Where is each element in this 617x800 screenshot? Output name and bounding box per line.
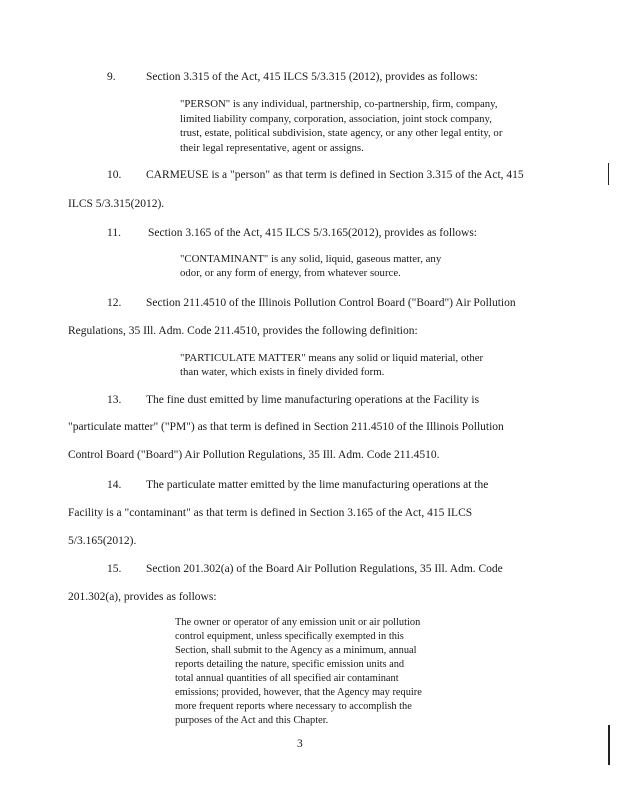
page-number: 3 bbox=[297, 738, 303, 750]
paragraph-13-line-1: The fine dust emitted by lime manufacturing operations at the Facility is bbox=[146, 394, 480, 406]
paragraph-14-line-3: 5/3.165(2012). bbox=[68, 535, 137, 547]
paragraph-15-line-2: 201.302(a), provides as follows: bbox=[68, 591, 217, 603]
paragraph-13-number: 13. bbox=[107, 394, 122, 406]
scan-margin-mark bbox=[608, 725, 610, 765]
paragraph-10-line-1: CARMEUSE is a "person" as that term is defined in Section 3.315 of the Act, 415 bbox=[146, 169, 524, 181]
quote-line: than water, which exists in finely divided form. bbox=[180, 366, 385, 378]
paragraph-14-line-2: Facility is a "contaminant" as that term is defined in Section 3.165 of the Act, 415 ILCS bbox=[68, 507, 473, 519]
paragraph-13-line-2: "particulate matter" ("PM") as that term is defined in Section 211.4510 of the Illinois Pollution bbox=[68, 421, 504, 433]
paragraph-12-line-2: Regulations, 35 Ill. Adm. Code 211.4510, provides the following definition: bbox=[68, 325, 418, 337]
paragraph-13-line-3: Control Board ("Board") Air Pollution Regulations, 35 Ill. Adm. Code 211.4510. bbox=[68, 449, 440, 461]
quote-line: their legal representative, agent or assigns. bbox=[180, 142, 364, 154]
quote-line: control equipment, unless specifically exempted in this bbox=[175, 631, 404, 642]
paragraph-11-number: 11. bbox=[107, 227, 121, 239]
paragraph-12-line-1: Section 211.4510 of the Illinois Pollution Control Board ("Board") Air Pollution bbox=[146, 297, 516, 309]
quote-line: "PERSON" is any individual, partnership, co-partnership, firm, company, bbox=[180, 98, 498, 110]
quote-line: "CONTAMINANT" is any solid, liquid, gaseous matter, any bbox=[180, 253, 442, 265]
quote-line: more frequent reports where necessary to accomplish the bbox=[175, 701, 412, 712]
quote-line: The owner or operator of any emission unit or air pollution bbox=[175, 617, 421, 628]
quote-line: total annual quantities of all specified air contaminant bbox=[175, 673, 399, 684]
paragraph-10-number: 10. bbox=[107, 169, 122, 181]
quote-line: purposes of the Act and this Chapter. bbox=[175, 715, 329, 726]
paragraph-15-number: 15. bbox=[107, 563, 122, 575]
quote-line: limited liability company, corporation, association, joint stock company, bbox=[180, 113, 492, 125]
paragraph-15-line-1: Section 201.302(a) of the Board Air Pollution Regulations, 35 Ill. Adm. Code bbox=[146, 563, 503, 575]
paragraph-9-number: 9. bbox=[107, 71, 116, 83]
paragraph-11-text: Section 3.165 of the Act, 415 ILCS 5/3.165(2012), provides as follows: bbox=[148, 227, 477, 239]
paragraph-12-number: 12. bbox=[107, 297, 122, 309]
paragraph-14-number: 14. bbox=[107, 479, 122, 491]
paragraph-9-text: Section 3.315 of the Act, 415 ILCS 5/3.315 (2012), provides as follows: bbox=[146, 71, 478, 83]
paragraph-14-line-1: The particulate matter emitted by the lime manufacturing operations at the bbox=[146, 479, 489, 491]
quote-line: trust, estate, political subdivision, state agency, or any other legal entity, or bbox=[180, 127, 503, 139]
scan-margin-mark bbox=[608, 163, 609, 185]
quote-line: "PARTICULATE MATTER" means any solid or liquid material, other bbox=[180, 352, 484, 364]
quote-line: reports detailing the nature, specific emission units and bbox=[175, 659, 405, 670]
quote-line: odor, or any form of energy, from whatever source. bbox=[180, 267, 401, 279]
quote-line: emissions; provided, however, that the Agency may require bbox=[175, 687, 422, 698]
quote-line: Section, shall submit to the Agency as a minimum, annual bbox=[175, 645, 417, 656]
paragraph-10-line-2: ILCS 5/3.315(2012). bbox=[68, 198, 165, 210]
